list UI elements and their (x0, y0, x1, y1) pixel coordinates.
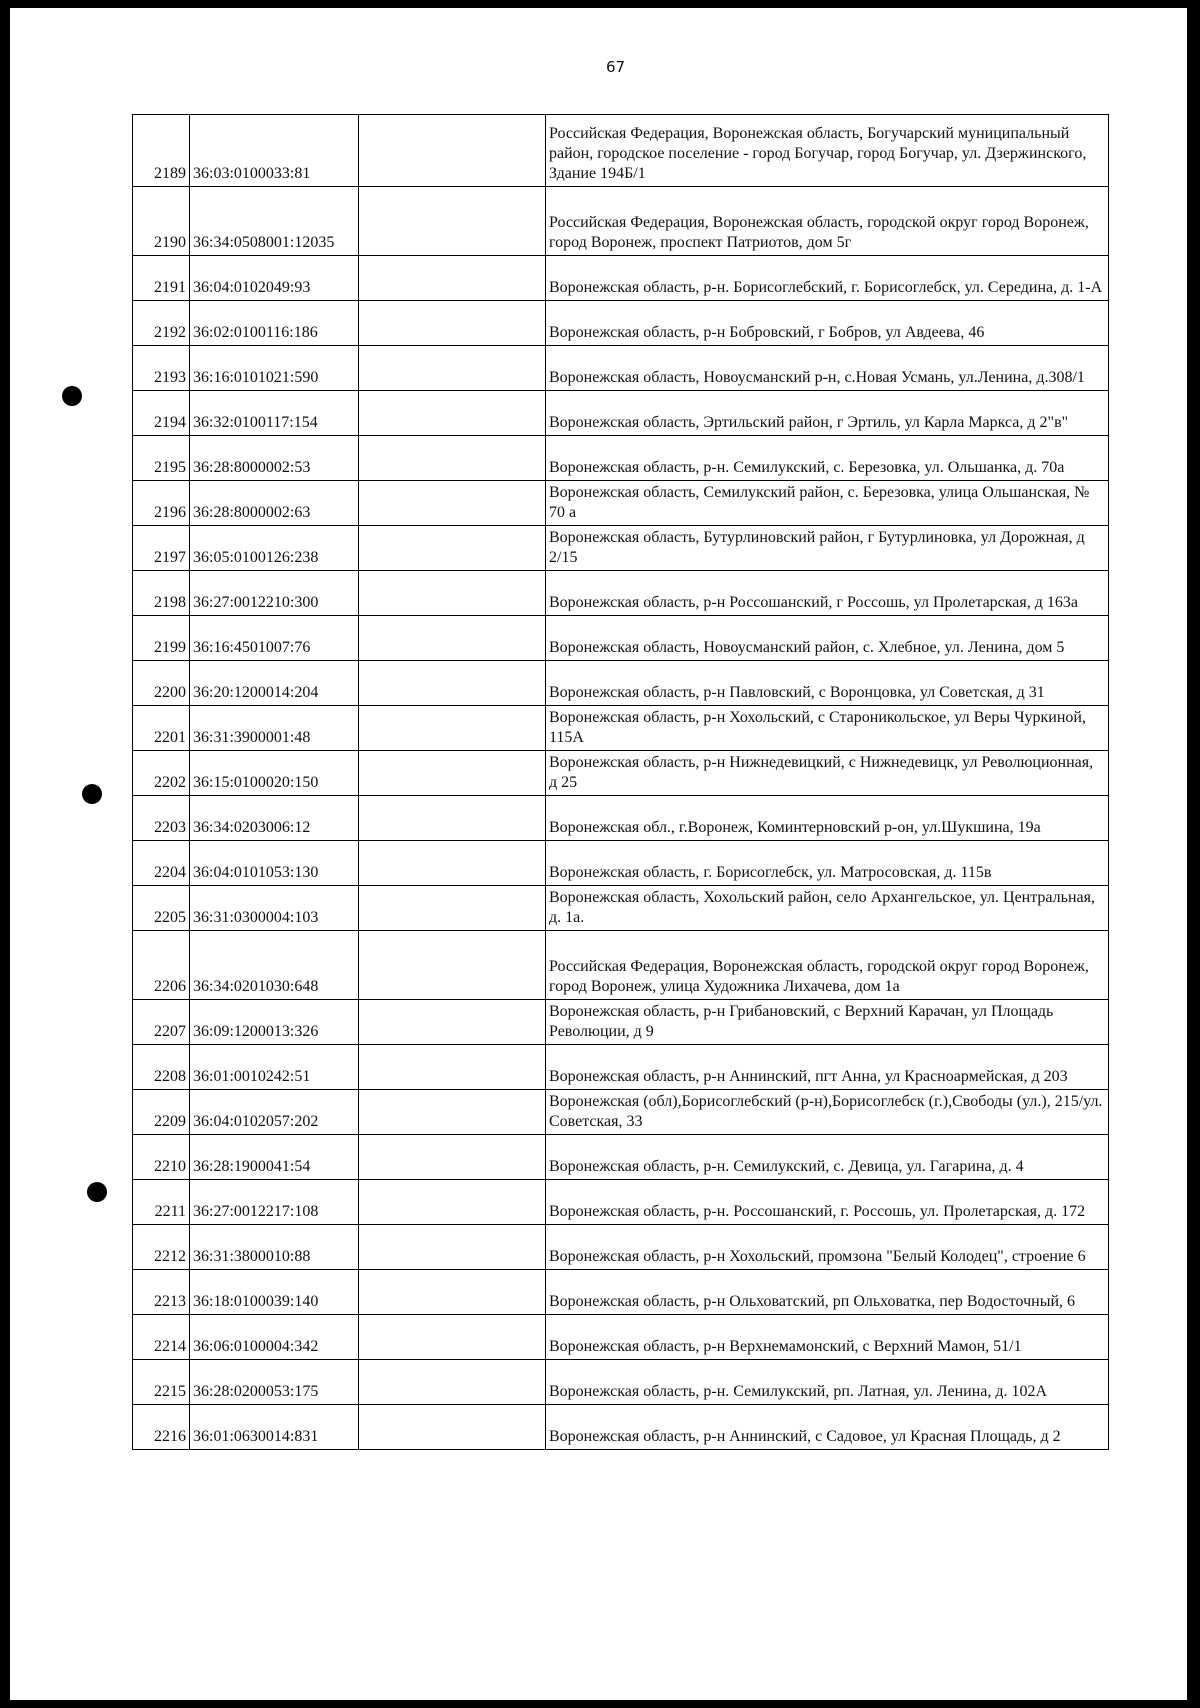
row-number: 2197 (133, 526, 190, 571)
cadastral-number: 36:01:0630014:831 (190, 1405, 359, 1450)
table-row (133, 1045, 1109, 1090)
cadastral-number: 36:15:0100020:150 (190, 751, 359, 796)
table-row (133, 1405, 1109, 1450)
cadastral-number: 36:16:0101021:590 (190, 346, 359, 391)
row-number: 2216 (133, 1405, 190, 1450)
address: Воронежская область, р-н Аннинский, пгт Анна, ул Красноармейская, д 203 (546, 1045, 1109, 1090)
empty-cell (359, 256, 546, 301)
address: Воронежская область, Семилукский район, с. Березовка, улица Ольшанская, № 70 а (546, 481, 1109, 526)
table-row (133, 661, 1109, 706)
cadastral-number: 36:04:0102057:202 (190, 1090, 359, 1135)
address: Российская Федерация, Воронежская область, Богучарский муниципальный район, городское поселение - город Богучар, город Богучар, ул. Дзержинского, Здание 194Б/1 (546, 115, 1109, 187)
row-number: 2208 (133, 1045, 190, 1090)
address: Воронежская область, Бутурлиновский район, г Бутурлиновка, ул Дорожная, д 2/15 (546, 526, 1109, 571)
cadastral-number: 36:34:0203006:12 (190, 796, 359, 841)
row-number: 2198 (133, 571, 190, 616)
row-number: 2206 (133, 931, 190, 1000)
cadastral-number: 36:04:0102049:93 (190, 256, 359, 301)
row-number: 2195 (133, 436, 190, 481)
cadastral-number: 36:31:0300004:103 (190, 886, 359, 931)
binder-hole-mark (82, 784, 102, 804)
empty-cell (359, 796, 546, 841)
row-number: 2204 (133, 841, 190, 886)
empty-cell (359, 571, 546, 616)
address: Воронежская область, р-н Ольховатский, рп Ольховатка, пер Водосточный, 6 (546, 1270, 1109, 1315)
row-number: 2203 (133, 796, 190, 841)
address: Воронежская область, р-н Нижнедевицкий, с Нижнедевицк, ул Революционная, д 25 (546, 751, 1109, 796)
table-row (133, 436, 1109, 481)
row-number: 2196 (133, 481, 190, 526)
address: Воронежская область, р-н Бобровский, г Бобров, ул Авдеева, 46 (546, 301, 1109, 346)
table-row (133, 115, 1109, 187)
row-number: 2192 (133, 301, 190, 346)
row-number: 2194 (133, 391, 190, 436)
table-row (133, 346, 1109, 391)
cadastral-number: 36:28:0200053:175 (190, 1360, 359, 1405)
row-number: 2201 (133, 706, 190, 751)
binder-hole-mark (87, 1182, 107, 1202)
table-row (133, 931, 1109, 1000)
row-number: 2210 (133, 1135, 190, 1180)
row-number: 2214 (133, 1315, 190, 1360)
empty-cell (359, 1045, 546, 1090)
table-row (133, 1360, 1109, 1405)
empty-cell (359, 526, 546, 571)
table-row (133, 571, 1109, 616)
row-number: 2193 (133, 346, 190, 391)
cadastral-number: 36:27:0012217:108 (190, 1180, 359, 1225)
empty-cell (359, 1360, 546, 1405)
cadastral-number: 36:04:0101053:130 (190, 841, 359, 886)
empty-cell (359, 481, 546, 526)
empty-cell (359, 1180, 546, 1225)
row-number: 2191 (133, 256, 190, 301)
table-row (133, 1315, 1109, 1360)
table-row (133, 301, 1109, 346)
table-row (133, 1090, 1109, 1135)
empty-cell (359, 1000, 546, 1045)
row-number: 2207 (133, 1000, 190, 1045)
cadastral-number: 36:27:0012210:300 (190, 571, 359, 616)
address: Воронежская область, Новоусманский район, с. Хлебное, ул. Ленина, дом 5 (546, 616, 1109, 661)
address: Воронежская обл., г.Воронеж, Коминтерновский р-он, ул.Шукшина, 19а (546, 796, 1109, 841)
empty-cell (359, 886, 546, 931)
address: Воронежская область, р-н Павловский, с Воронцовка, ул Советская, д 31 (546, 661, 1109, 706)
address: Воронежская область, г. Борисоглебск, ул. Матросовская, д. 115в (546, 841, 1109, 886)
table-row (133, 1225, 1109, 1270)
row-number: 2199 (133, 616, 190, 661)
cadastral-number: 36:03:0100033:81 (190, 115, 359, 187)
empty-cell (359, 616, 546, 661)
cadastral-number: 36:34:0508001:12035 (190, 187, 359, 256)
table-row (133, 1270, 1109, 1315)
cadastral-number: 36:34:0201030:648 (190, 931, 359, 1000)
cadastral-table (132, 114, 1109, 1450)
empty-cell (359, 751, 546, 796)
cadastral-number: 36:01:0010242:51 (190, 1045, 359, 1090)
cadastral-number: 36:31:3900001:48 (190, 706, 359, 751)
table-row (133, 751, 1109, 796)
row-number: 2190 (133, 187, 190, 256)
cadastral-number: 36:28:8000002:53 (190, 436, 359, 481)
address: Воронежская область, р-н. Россошанский, г. Россошь, ул. Пролетарская, д. 172 (546, 1180, 1109, 1225)
address: Воронежская область, р-н Хохольский, с Староникольское, ул Веры Чуркиной, 115А (546, 706, 1109, 751)
cadastral-number: 36:31:3800010:88 (190, 1225, 359, 1270)
empty-cell (359, 1315, 546, 1360)
empty-cell (359, 346, 546, 391)
table-row (133, 841, 1109, 886)
cadastral-number: 36:09:1200013:326 (190, 1000, 359, 1045)
cadastral-number: 36:05:0100126:238 (190, 526, 359, 571)
empty-cell (359, 115, 546, 187)
table-row (133, 391, 1109, 436)
address: Воронежская (обл),Борисоглебский (р-н),Борисоглебск (г.),Свободы (ул.), 215/ул. Советская, 33 (546, 1090, 1109, 1135)
address: Российская Федерация, Воронежская область, городской округ город Воронеж, город Воронеж, проспект Патриотов, дом 5г (546, 187, 1109, 256)
address: Воронежская область, р-н. Семилукский, рп. Латная, ул. Ленина, д. 102А (546, 1360, 1109, 1405)
row-number: 2202 (133, 751, 190, 796)
table-row (133, 1135, 1109, 1180)
document-page (10, 8, 1187, 1700)
address: Воронежская область, р-н Верхнемамонский, с Верхний Мамон, 51/1 (546, 1315, 1109, 1360)
row-number: 2211 (133, 1180, 190, 1225)
address: Российская Федерация, Воронежская область, городской округ город Воронеж, город Воронеж, улица Художника Лихачева, дом 1а (546, 931, 1109, 1000)
address: Воронежская область, р-н. Семилукский, с. Девица, ул. Гагарина, д. 4 (546, 1135, 1109, 1180)
row-number: 2215 (133, 1360, 190, 1405)
empty-cell (359, 1225, 546, 1270)
empty-cell (359, 1090, 546, 1135)
binder-hole-mark (62, 386, 82, 406)
address: Воронежская область, р-н. Борисоглебский, г. Борисоглебск, ул. Середина, д. 1-А (546, 256, 1109, 301)
table-row (133, 256, 1109, 301)
empty-cell (359, 436, 546, 481)
cadastral-number: 36:28:1900041:54 (190, 1135, 359, 1180)
cadastral-number: 36:06:0100004:342 (190, 1315, 359, 1360)
row-number: 2189 (133, 115, 190, 187)
cadastral-number: 36:20:1200014:204 (190, 661, 359, 706)
page-number: 67 (606, 58, 626, 76)
empty-cell (359, 301, 546, 346)
address: Воронежская область, р-н Хохольский, промзона "Белый Колодец", строение 6 (546, 1225, 1109, 1270)
table-row (133, 1000, 1109, 1045)
empty-cell (359, 391, 546, 436)
cadastral-number: 36:32:0100117:154 (190, 391, 359, 436)
row-number: 2212 (133, 1225, 190, 1270)
empty-cell (359, 187, 546, 256)
empty-cell (359, 931, 546, 1000)
address: Воронежская область, р-н. Семилукский, с. Березовка, ул. Ольшанка, д. 70а (546, 436, 1109, 481)
table-row (133, 1180, 1109, 1225)
address: Воронежская область, р-н Грибановский, с Верхний Карачан, ул Площадь Революции, д 9 (546, 1000, 1109, 1045)
cadastral-number: 36:02:0100116:186 (190, 301, 359, 346)
empty-cell (359, 1135, 546, 1180)
row-number: 2209 (133, 1090, 190, 1135)
empty-cell (359, 661, 546, 706)
table-row (133, 187, 1109, 256)
table-row (133, 616, 1109, 661)
address: Воронежская область, р-н Россошанский, г Россошь, ул Пролетарская, д 163а (546, 571, 1109, 616)
empty-cell (359, 841, 546, 886)
row-number: 2213 (133, 1270, 190, 1315)
empty-cell (359, 1405, 546, 1450)
cadastral-number: 36:28:8000002:63 (190, 481, 359, 526)
table-row (133, 526, 1109, 571)
row-number: 2205 (133, 886, 190, 931)
cadastral-number: 36:18:0100039:140 (190, 1270, 359, 1315)
cadastral-number: 36:16:4501007:76 (190, 616, 359, 661)
empty-cell (359, 706, 546, 751)
table-row (133, 886, 1109, 931)
row-number: 2200 (133, 661, 190, 706)
table-row (133, 706, 1109, 751)
address: Воронежская область, Хохольский район, село Архангельское, ул. Центральная, д. 1а. (546, 886, 1109, 931)
table-row (133, 796, 1109, 841)
empty-cell (359, 1270, 546, 1315)
address: Воронежская область, р-н Аннинский, с Садовое, ул Красная Площадь, д 2 (546, 1405, 1109, 1450)
table-row (133, 481, 1109, 526)
address: Воронежская область, Эртильский район, г Эртиль, ул Карла Маркса, д 2"в" (546, 391, 1109, 436)
address: Воронежская область, Новоусманский р-н, с.Новая Усмань, ул.Ленина, д.308/1 (546, 346, 1109, 391)
